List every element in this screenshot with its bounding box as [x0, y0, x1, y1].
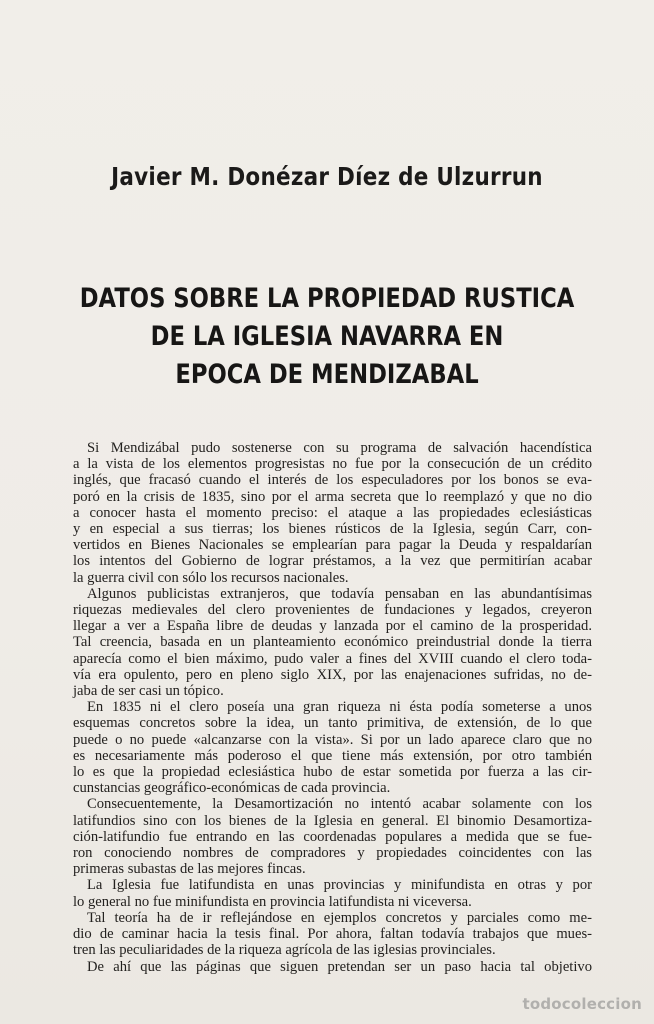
- text-line: llegar a ver a España libre de deudas y lanzada por el camino de la prosperidad.: [73, 618, 592, 635]
- text-line: a conocer hasta el momento preciso: el ataque a las propiedades eclesiásticas: [73, 504, 592, 521]
- text-line: jaba de ser casi un tópico.: [73, 683, 224, 700]
- text-line: Tal teoría ha de ir reflejándose en ejemplos concretos y parciales como me-: [87, 909, 592, 926]
- text-line: primeras subastas de las mejores fincas.: [73, 861, 306, 878]
- text-line: tren las peculiaridades de la riqueza agrícola de las iglesias provinciales.: [73, 942, 496, 959]
- paragraph: [73, 796, 592, 877]
- author-name: Javier M. Donézar Díez de Ulzurrun: [111, 162, 543, 191]
- text-line: los intentos del Gobierno de lograr préstamos, a la vez que permitirían acabar: [73, 553, 592, 570]
- text-line: dio de caminar hacia la tesis final. Por ahora, faltan todavía trabajos que mues-: [73, 926, 592, 943]
- text-line: inglés, que fracasó cuando el interés de los especuladores por los bonos se eva-: [73, 472, 592, 489]
- article-title: [52, 280, 601, 394]
- paragraph: [73, 699, 592, 796]
- text-line: Tal creencia, basada en un planteamiento económico preindustrial donde la tierra: [73, 634, 592, 651]
- title-line: EPOCA DE MENDIZABAL: [175, 359, 479, 390]
- paragraph: [73, 910, 592, 959]
- article-body: [73, 440, 592, 975]
- text-line: lo general no fue minifundista en provincia latifundista ni viceversa.: [73, 893, 472, 910]
- watermark-logo: todocoleccion: [522, 995, 642, 1013]
- text-line: latifundios sino con los bienes de la Iglesia en general. El binomio Desamortiza-: [73, 812, 592, 829]
- text-line: a la vista de los elementos progresistas no fue por la consecución de un crédito: [73, 456, 592, 473]
- paragraph: [73, 877, 592, 909]
- paragraph: [73, 959, 592, 975]
- text-line: ción-latifundio fue entrando en las coordenadas populares a medida que se fue-: [73, 828, 592, 845]
- title-line: DE LA IGLESIA NAVARRA EN: [150, 321, 504, 352]
- text-line: cunstancias geográfico-económicas de cada provincia.: [73, 780, 391, 797]
- paragraph: [73, 586, 592, 699]
- title-line: DATOS SOBRE LA PROPIEDAD RUSTICA: [79, 283, 575, 314]
- text-line: riquezas medievales del clero provenientes de fundaciones y legados, creyeron: [73, 602, 592, 619]
- text-line: aparecía como el bien máximo, pudo valer a fines del XVIII cuando el clero toda-: [73, 650, 592, 667]
- text-line: es necesariamente más poderoso el que tiene más extensión, por otro también: [73, 747, 592, 764]
- text-line: esquemas concretos sobre la idea, un tanto primitiva, de extensión, de lo que: [73, 715, 592, 732]
- text-line: Si Mendizábal pudo sostenerse con su programa de salvación hacendística: [87, 440, 592, 456]
- paragraph: [73, 440, 592, 586]
- text-line: la guerra civil con sólo los recursos nacionales.: [73, 569, 349, 586]
- text-line: De ahí que las páginas que siguen pretendan ser un paso hacia tal objetivo: [87, 958, 592, 975]
- text-line: lo es que la propiedad eclesiástica hubo de estar sometida por fuerza a las cir-: [73, 764, 592, 781]
- text-line: ron conociendo nombres de compradores y propiedades coincidentes con las: [73, 845, 592, 862]
- text-line: puede o no puede «alcanzarse con la vista». Si por un lado aparece claro que no: [73, 731, 592, 748]
- text-line: poró en la crisis de 1835, sino por el arma secreta que lo reemplazó y que no dio: [73, 488, 592, 505]
- text-line: y en especial a sus tierras; los bienes rústicos de la Iglesia, según Carr, con-: [73, 521, 592, 538]
- text-line: En 1835 ni el clero poseía una gran riqueza ni ésta podía someterse a unos: [87, 699, 592, 716]
- text-line: Consecuentemente, la Desamortización no intentó acabar solamente con los: [87, 796, 592, 813]
- text-line: vía era opulento, pero en pleno siglo XIX, por las enajenaciones sufridas, no de-: [73, 666, 592, 683]
- text-line: La Iglesia fue latifundista en unas provincias y minifundista en otras y por: [87, 877, 592, 894]
- text-line: Algunos publicistas extranjeros, que todavía pensaban en las abundantísimas: [87, 585, 592, 602]
- text-line: vertidos en Bienes Nacionales se emplearían para pagar la Deuda y respaldarían: [73, 537, 592, 554]
